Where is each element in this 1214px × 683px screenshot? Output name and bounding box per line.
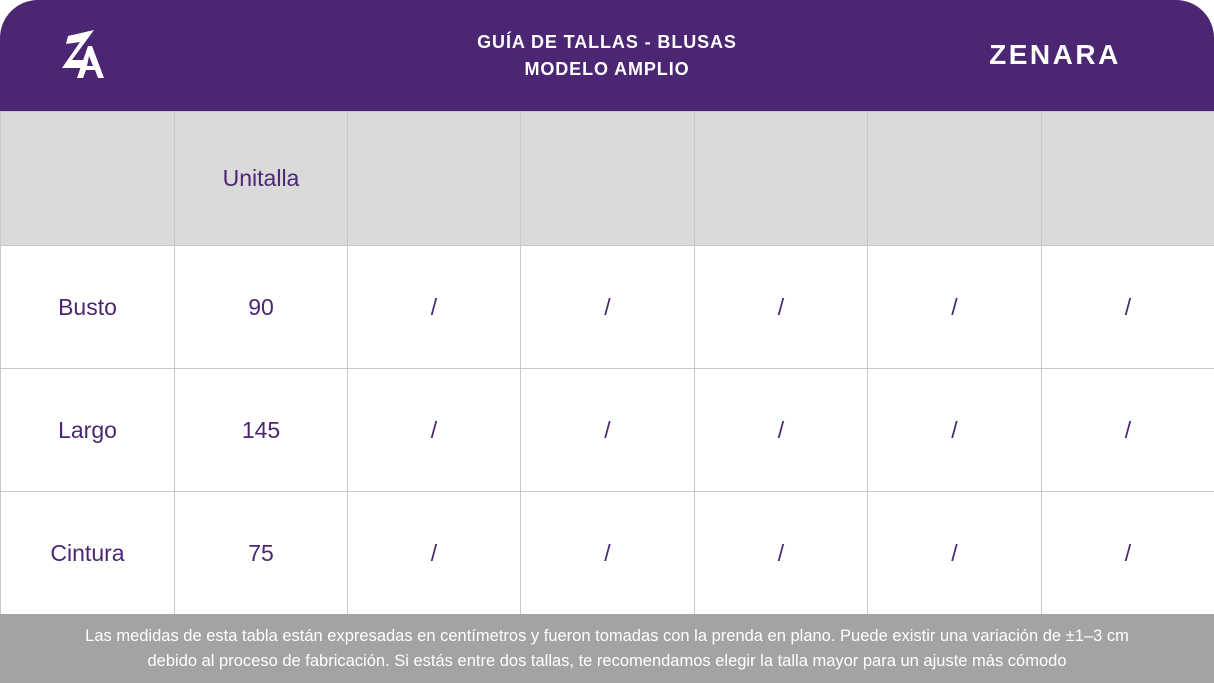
row-label-busto: Busto [1,246,175,369]
header-cell-empty [1,112,175,246]
table-cell: / [1042,369,1214,492]
footer-line-2: debido al proceso de fabricación. Si estás entre dos tallas, te recomendamos elegir la talla mayor para un ajuste más cómodo [147,652,1067,670]
table-cell: / [695,492,868,615]
footer-line-1: Las medidas de esta tabla están expresadas en centímetros y fueron tomadas con la prenda en plano. Puede existir una variación de ±1–3 cm [85,627,1129,645]
table-row [1,369,1214,492]
footer-note [0,614,1214,683]
header-cell [868,112,1042,246]
row-label-cintura: Cintura [1,492,175,615]
table-cell: / [868,369,1042,492]
header-cell [1042,112,1214,246]
header-cell [695,112,868,246]
table-row [1,246,1214,369]
header-bar [0,0,1214,111]
header-cell [348,112,521,246]
table-cell: / [521,369,695,492]
table-cell: 75 [175,492,348,615]
table-cell: / [1042,492,1214,615]
table-cell: / [695,369,868,492]
header-cell [521,112,695,246]
size-table [0,111,1214,615]
table-cell: / [521,246,695,369]
brand-name: ZENARA [989,39,1121,70]
row-label-largo: Largo [1,369,175,492]
table-cell: 90 [175,246,348,369]
table-cell: / [348,492,521,615]
table-header-row [1,112,1214,246]
header-cell-unitalla: Unitalla [175,112,348,246]
table-cell: 145 [175,369,348,492]
brand-logo-icon [58,26,114,82]
table-cell: / [521,492,695,615]
title-line-1: GUÍA DE TALLAS - BLUSAS [477,32,737,52]
title-line-2: MODELO AMPLIO [524,59,690,79]
table-cell: / [868,492,1042,615]
table-row [1,492,1214,615]
page-title [357,29,857,83]
table-cell: / [348,369,521,492]
table-cell: / [348,246,521,369]
table-cell: / [695,246,868,369]
table-cell: / [868,246,1042,369]
table-cell: / [1042,246,1214,369]
